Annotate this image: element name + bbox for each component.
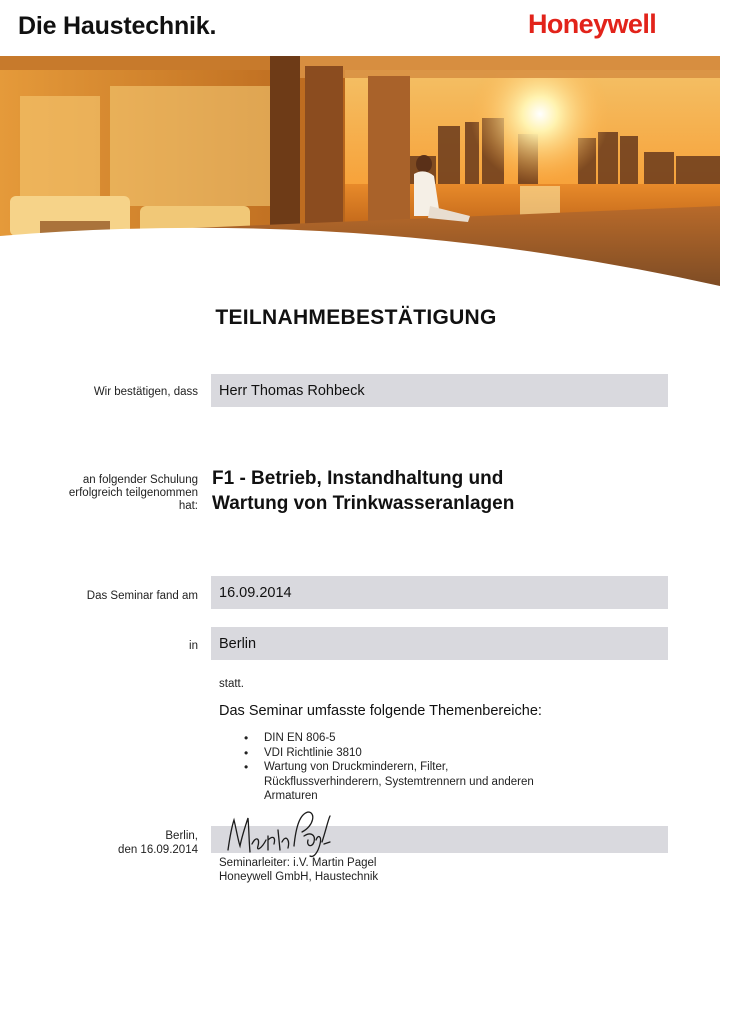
place-label: in [189,640,198,652]
date-field [211,576,668,609]
issue-date: den 16.09.2014 [118,844,198,856]
honeywell-logo: Honeywell [528,9,657,39]
course-title [212,466,682,516]
issue-place-date [118,829,198,857]
topics-heading: Das Seminar umfasste folgende Themenbereiche: [219,703,542,719]
signer-line-2: Honeywell GmbH, Haustechnik [219,871,379,883]
course-label-line-1: an folgender Schulung [82,474,198,486]
place-value: Berlin [219,635,257,652]
participant-name-field [211,374,668,407]
course-title-line-1: F1 - Betrieb, Instandhaltung und [212,468,504,489]
course-label-line-3: hat: [178,500,198,512]
hero-image [0,56,720,292]
course-title-line-2: Wartung von Trinkwasseranlagen [212,493,515,514]
place-field [211,627,668,660]
header-title: Die Haustechnik. [18,12,217,40]
signer-block [219,856,378,884]
statt-text: statt. [219,678,244,690]
course-label-line-2: erfolgreich teilgenommen [68,487,198,499]
date-value: 16.09.2014 [219,584,292,601]
course-label [69,474,198,513]
document-heading: TEILNAHMEBESTÄTIGUNG [215,306,497,329]
issue-place: Berlin, [165,830,198,842]
topic-item: • VDI Richtlinie 3810 [244,746,564,761]
signer-line-1: Seminarleiter: i.V. Martin Pagel [219,857,377,869]
topics-list [244,731,564,804]
participant-name: Herr Thomas Rohbeck [219,382,365,399]
topic-item: • Wartung von Druckminderern, Filter, Rückflussverhinderern, Systemtrennern und anderen Armaturen [244,760,564,804]
participant-label: Wir bestätigen, dass [93,386,198,398]
topic-item: • DIN EN 806-5 [244,731,564,746]
date-label: Das Seminar fand am [86,590,198,602]
